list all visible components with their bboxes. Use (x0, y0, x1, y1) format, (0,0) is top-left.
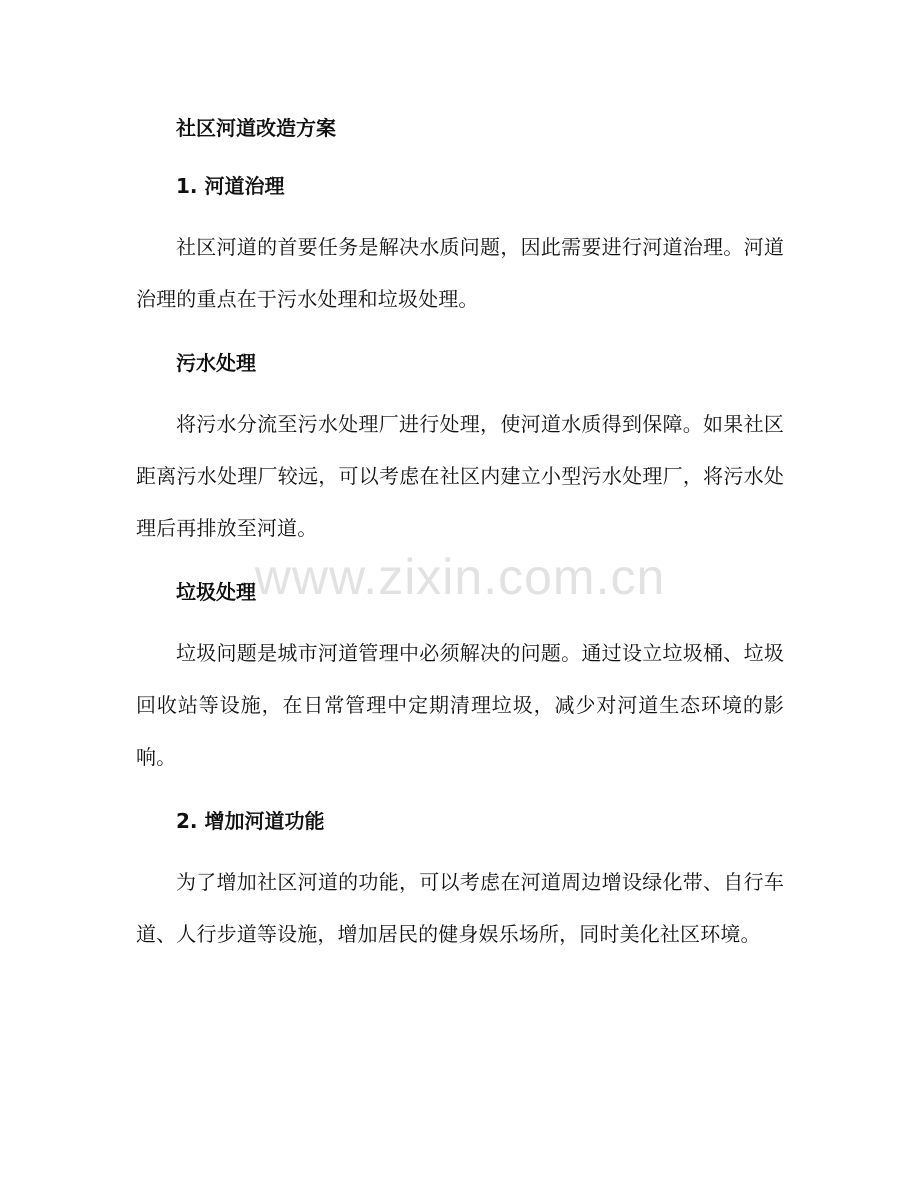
section-paragraph-river-governance: 社区河道的首要任务是解决水质问题，因此需要进行河道治理。河道治理的重点在于污水处理和垃圾处理。 (136, 235, 784, 311)
section-heading-river-governance: 1. 河道治理 (176, 174, 285, 198)
section-paragraph-garbage-treatment: 垃圾问题是城市河道管理中必须解决的问题。通过设立垃圾桶、垃圾回收站等设施，在日常管理中定期清理垃圾，减少对河道生态环境的影响。 (136, 641, 784, 769)
section-heading-sewage-treatment: 污水处理 (176, 351, 256, 375)
section-paragraph-sewage-treatment: 将污水分流至污水处理厂进行处理，使河道水质得到保障。如果社区距离污水处理厂较远，可以考虑在社区内建立小型污水处理厂，将污水处理后再排放至河道。 (136, 412, 784, 540)
section-heading-garbage-treatment: 垃圾处理 (176, 580, 256, 604)
section-heading-river-functions: 2. 增加河道功能 (176, 809, 325, 833)
document-title: 社区河道改造方案 (176, 116, 336, 140)
document-body (136, 108, 784, 960)
watermark-text: www.zixin.com.cn (254, 549, 666, 605)
section-paragraph-river-functions: 为了增加社区河道的功能，可以考虑在河道周边增设绿化带、自行车道、人行步道等设施，增加居民的健身娱乐场所，同时美化社区环境。 (136, 870, 784, 946)
